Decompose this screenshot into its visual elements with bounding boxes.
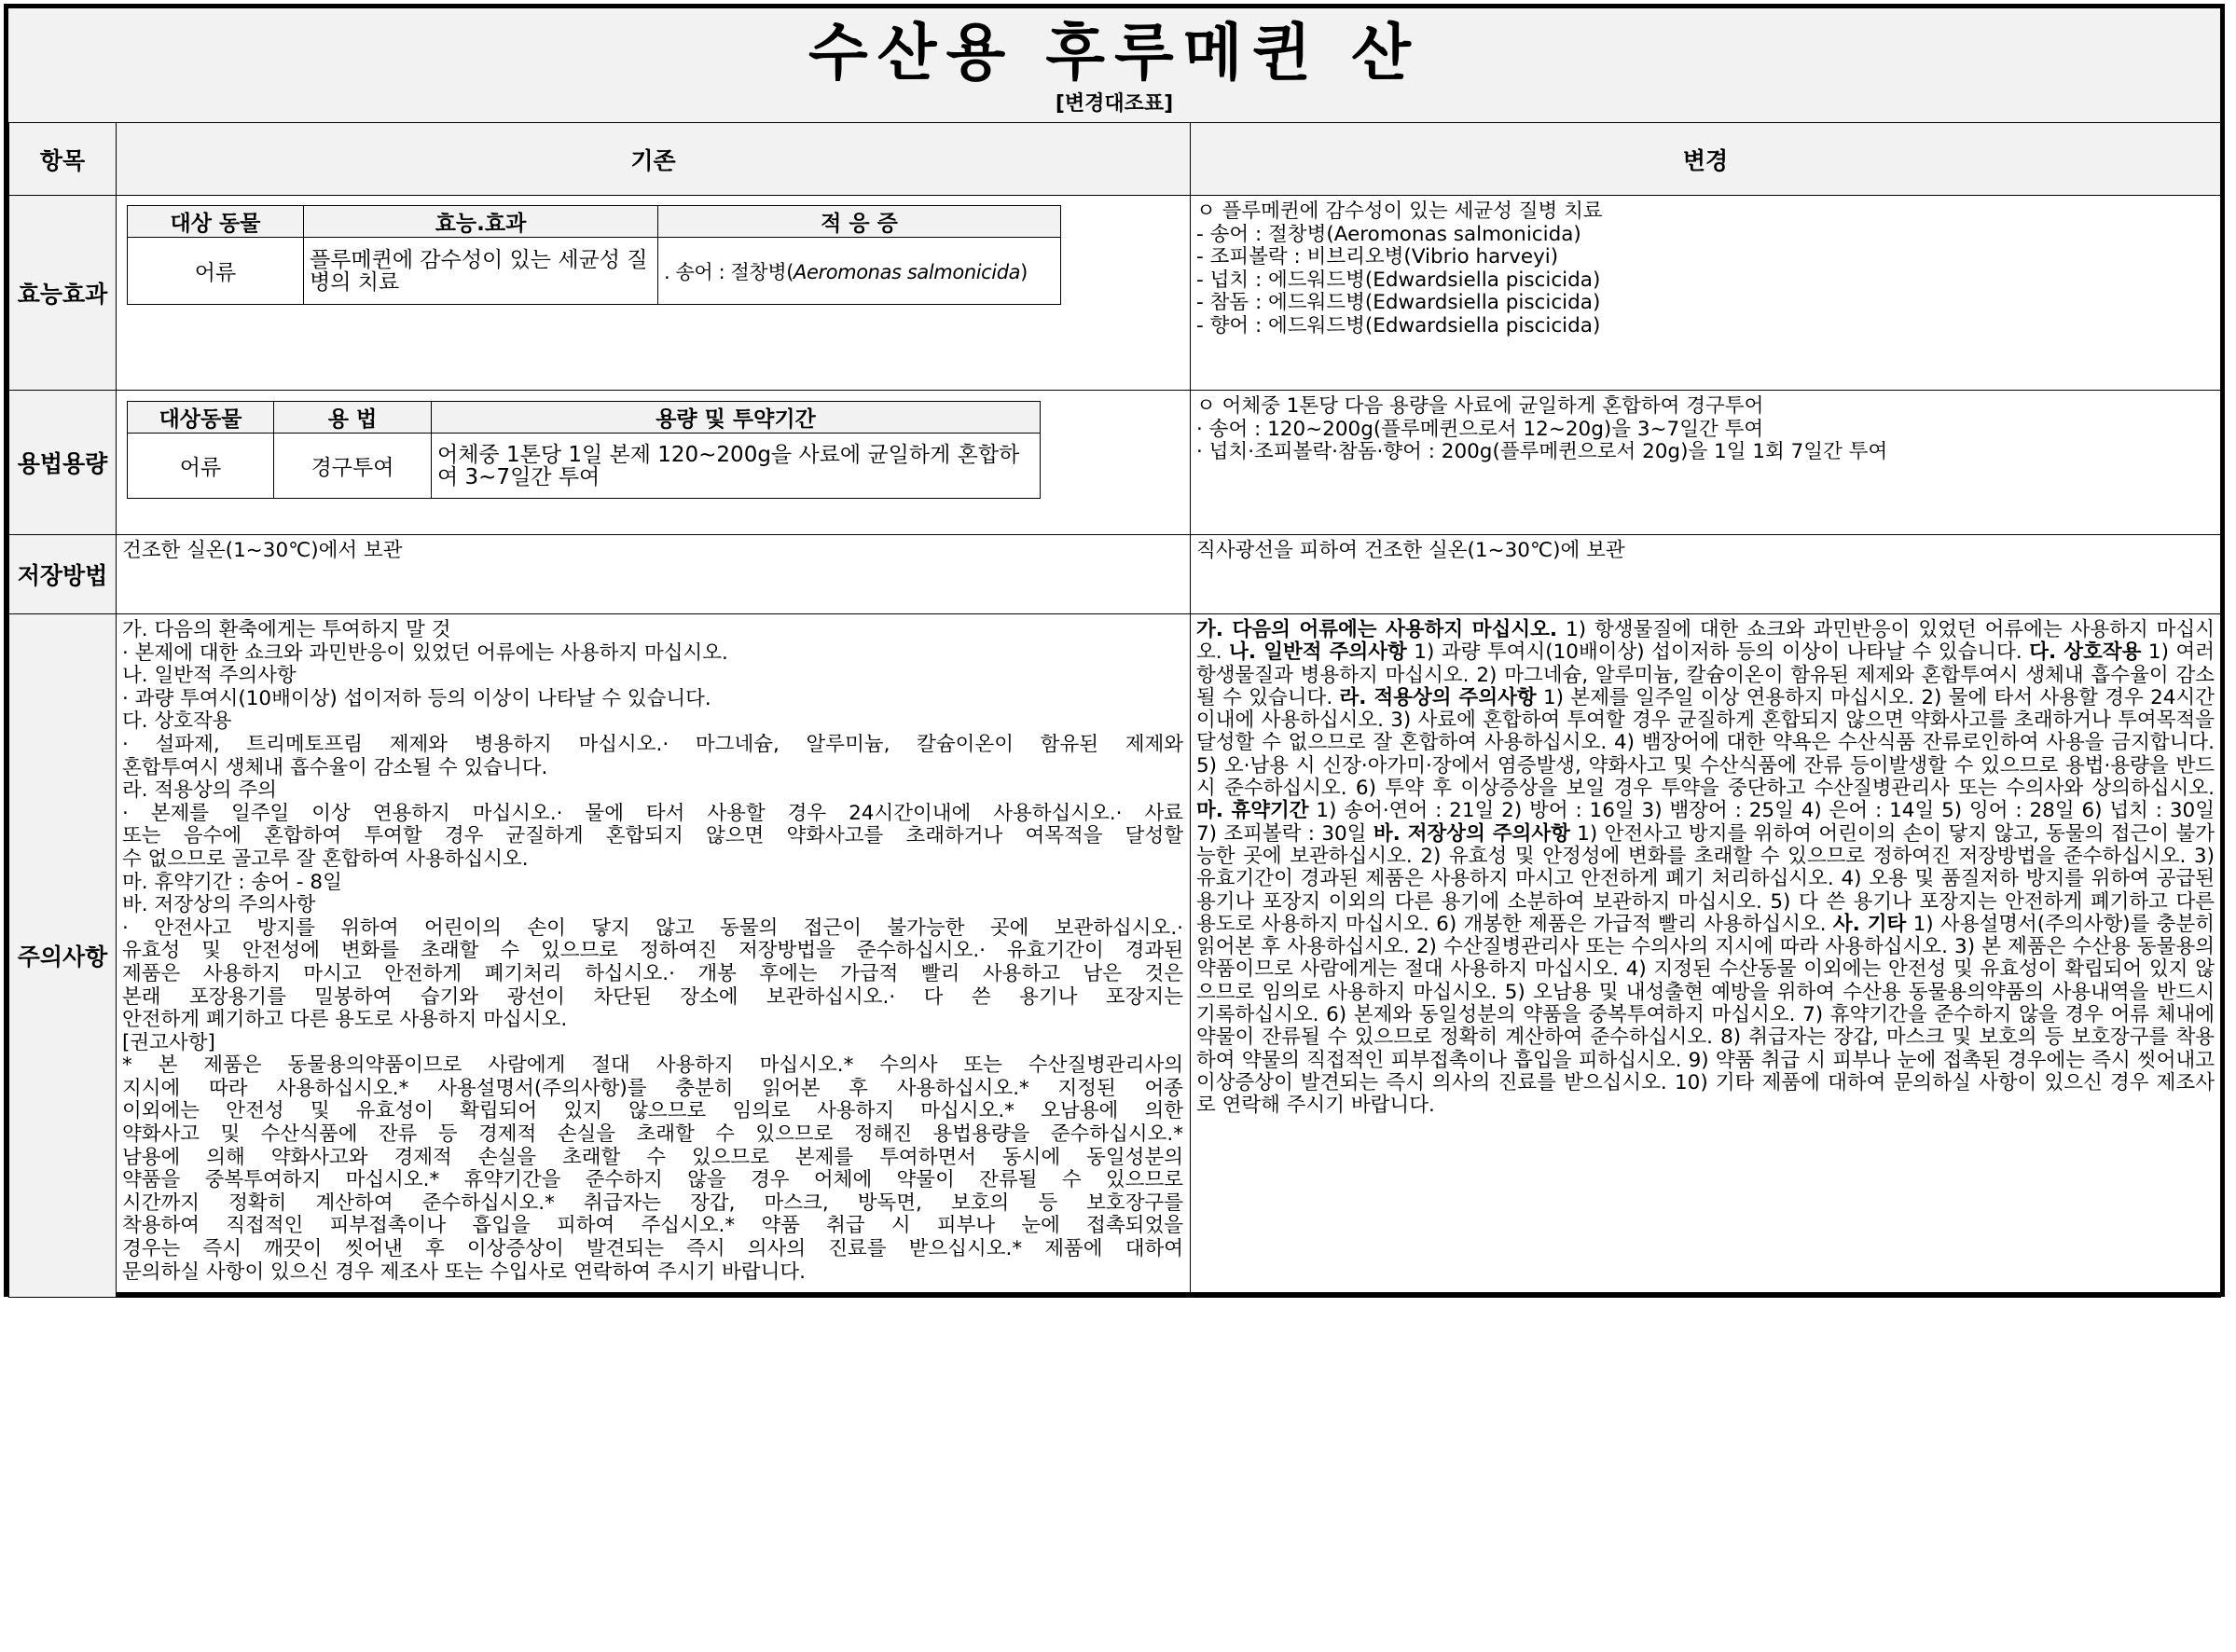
- precaution-body: 1) 여러 항생물질과 병용하지 마십시오. 2) 마그네슘, 알루미늄, 칼슘이온이 함유된 제제와 혼합투여시 생체내 흡수율이 감소될 수 있습니다.: [1196, 640, 2215, 709]
- title-band: [8, 8, 2220, 125]
- precaution-before-line: 수 없으므로 골고루 잘 혼합하여 사용하십시오.: [122, 847, 529, 871]
- precaution-before-line: · 과량 투여시(10배이상) 섭이저하 등의 이상이 나타날 수 있습니다.: [122, 687, 711, 710]
- subheader-indication: 적 응 증: [658, 206, 1061, 238]
- subheader-animal: 대상동물: [128, 402, 274, 434]
- precaution-heading: 마. 휴약기간: [1196, 799, 1309, 823]
- indication-prefix: . 송어 : 절창병(: [664, 260, 794, 283]
- efficacy-row: [9, 196, 2221, 391]
- dosage-label: 용법용량: [9, 391, 117, 535]
- dosage-before-table: [127, 401, 1041, 499]
- precaution-before-line: 또는 음수에 혼합하여 투여할 경우 균질하게 혼합되지 않으면 약화사고를 초래하거나 여목적을 달성할: [122, 825, 1183, 848]
- precaution-body: 1) 안전사고 방지를 위하여 어린이의 손이 닿지 않고, 동물의 접근이 불가능한 곳에 보관하십시오. 2) 유효성 및 안정성에 변화를 초래할 수 있으므로 정하여진 저장방법을 준수하십시오. 3) 유효기간이 경과된 제품은 사용하지 마시고 안전하게 폐기 처리하십시오. 4) 오용 및 품질저하 방지를 위하여 공급된 용기나 포장지 이외의 다른 용기에 소분하여 보관하지 마십시오. 5) 다 쓴 용기나 포장지는 안전하게 폐기하고 다른 용도로 사용하지 마십시오. 6) 개봉한 제품은 가급적 빨리 사용하십시오.: [1196, 821, 2215, 936]
- efficacy-effect: 플루메퀸에 감수성이 있는 세균성 질병의 치료: [304, 238, 658, 305]
- dosage-subtable-row: [128, 434, 1041, 499]
- efficacy-after-text: [1191, 196, 2220, 338]
- precaution-before-line: 마. 휴약기간 : 송어 - 8일: [122, 871, 342, 894]
- indication-suffix: ): [1020, 260, 1028, 283]
- precaution-before-line: 안전하게 폐기하고 다른 용도로 사용하지 마십시오.: [122, 1009, 568, 1032]
- precaution-before-line: 착용하여 직접적인 피부접촉이나 흡입을 피하여 주십시오.* 약품 취급 시 피부나 눈에 접촉되었을: [122, 1215, 1183, 1238]
- dosage-row: [9, 391, 2221, 535]
- precaution-before-line: 남용에 의해 약화사고와 경제적 손실을 초래할 수 있으므로 본제를 투여하면서 동시에 동일성분의: [122, 1146, 1183, 1169]
- dosage-after-line: · 넙치·조피볼락·참돔·향어 : 200g(플루메퀸으로서 20g)을 1일 1회 7일간 투여: [1196, 441, 1888, 464]
- precaution-before-line: 다. 상호작용: [122, 710, 232, 734]
- efficacy-after-line: - 참돔 : 에드워드병(Edwardsiella piscicida): [1196, 292, 1601, 315]
- precaution-heading: 라. 적용상의 주의사항: [1339, 685, 1537, 709]
- efficacy-indication: [658, 238, 1061, 305]
- precaution-heading: 다. 상호작용: [2029, 640, 2142, 665]
- precaution-before-line: 라. 적용상의 주의: [122, 779, 277, 803]
- dosage-subtable-header: [128, 402, 1041, 434]
- precaution-before-line: * 본 제품은 동물용의약품이므로 사람에게 절대 사용하지 마십시오.* 수의사 또는 수산질병관리사의: [122, 1054, 1183, 1078]
- header-before: 기존: [117, 123, 1191, 196]
- efficacy-after-line: - 향어 : 에드워드병(Edwardsiella piscicida): [1196, 314, 1601, 337]
- storage-before-text: 건조한 실온(1~30℃)에서 보관: [122, 539, 403, 562]
- dosage-animal: 어류: [128, 434, 274, 499]
- precaution-body: 1) 본제를 일주일 이상 연용하지 마십시오. 2) 물에 타서 사용할 경우 24시간이내에 사용하십시오. 3) 사료에 혼합하여 투여할 경우 균질하게 혼합되지 않으면 약화사고를 초래하거나 투여목적을 달성할 수 없으므로 잘 혼합하여 사용하십시오. 4) 뱀장어에 대한 약욕은 수산식품 잔류로인하여 사용을 금지합니다. 5) 오·남용 시 신장·아가미·장에서 염증발생, 약화사고 및 수산식품에 잔류 등이발생할 수 있으므로 용법·용량을 반드시 준수하십시오. 6) 투약 후 이상증상을 보일 경우 투약을 중단하고 수산질병관리사 또는 수의사와 상의하십시오.: [1196, 685, 2215, 801]
- precaution-before-line: 가. 다음의 환축에게는 투여하지 말 것: [122, 619, 451, 641]
- header-item: 항목: [9, 123, 117, 196]
- precaution-before-line: 유효성 및 안전성에 변화를 초래할 수 있으므로 정하여진 저장방법을 준수하십시오.· 유효기간이 경과된: [122, 940, 1183, 963]
- precaution-before-line: [권고사항]: [122, 1031, 215, 1054]
- precaution-body: 1) 사용설명서(주의사항)를 충분히 읽어본 후 사용하십시오. 2) 수산질병관리사 또는 수의사의 지시에 따라 사용하십시오. 3) 본 제품은 수산용 동물용의약품이므로 사람에게는 절대 사용하지 마십시오. 4) 지정된 수산동물 이외에는 안전성 및 유효성이 확립되어 있지 않으므로 임의로 사용하지 마십시오. 5) 오남용 및 내성출현 예방을 위하여 수산용 동물용의약품의 사용내역을 반드시 기록하십시오. 6) 본제와 동일성분의 약품을 중복투여하지 마십시오. 7) 휴약기간을 준수하지 않을 경우 어류 체내에 약물이 잔류될 수 있으므로 정확히 계산하여 준수하십시오. 8) 취급자는 장갑, 마스크 및 보호의 등 보호장구를 착용하여 약물의 직접적인 피부접촉이나 흡입을 피하십시오. 9) 약품 취급 시 피부나 눈에 접촉된 경우에는 즉시 씻어내고 이상증상이 발견되는 즉시 의사의 진료를 받으십시오. 10) 기타 제품에 대하여 문의하실 사항이 있으신 경우 제조사로 연락해 주시기 바랍니다.: [1196, 912, 2215, 1118]
- precaution-before-line: 나. 일반적 주의사항: [122, 665, 297, 688]
- dosage-after: [1191, 391, 2221, 535]
- storage-before: [117, 535, 1191, 614]
- dosage-route: 경구투여: [274, 434, 432, 499]
- efficacy-after: [1191, 196, 2221, 391]
- precautions-after: [1191, 614, 2221, 1298]
- precautions-before: [117, 614, 1191, 1298]
- precaution-before-line: 바. 저장상의 주의사항: [122, 894, 316, 917]
- dosage-after-text: [1191, 391, 2220, 464]
- precaution-body: 1) 과량 투여시(10배이상) 섭이저하 등의 이상이 나타날 수 있습니다.: [1406, 640, 2030, 665]
- precaution-heading: 바. 저장상의 주의사항: [1373, 821, 1570, 846]
- indication-latin-name: Aeromonas salmonicida: [794, 260, 1021, 283]
- storage-row: [9, 535, 2221, 614]
- storage-after-text: 직사광선을 피하여 건조한 실온(1~30℃)에 보관: [1196, 539, 1625, 562]
- efficacy-after-line: - 송어 : 절창병(Aeromonas salmonicida): [1196, 223, 1581, 246]
- storage-label: 저장방법: [9, 535, 117, 614]
- subheader-route: 용 법: [274, 402, 432, 434]
- comparison-table: [8, 122, 2221, 1298]
- precautions-label: 주의사항: [9, 614, 117, 1298]
- precaution-before-line: 약품을 중복투여하지 마십시오.* 휴약기간을 준수하지 않을 경우 어체에 약물이 잔류될 수 있으므로: [122, 1169, 1183, 1192]
- precaution-before-line: 제품은 사용하지 마시고 안전하게 폐기처리 하십시오.· 개봉 후에는 가급적 빨리 사용하고 남은 것은: [122, 962, 1183, 985]
- precaution-before-line: 경우는 즉시 깨끗이 씻어낸 후 이상증상이 발견되는 즉시 의사의 진료를 받으십시오.* 제품에 대하여: [122, 1238, 1183, 1261]
- precaution-body: 1) 송어·연어 : 21일 2) 방어 : 16일 3) 뱀장어 : 25일 4) 은어 : 14일 5) 잉어 : 28일 6) 넙치 : 30일 7) 조피볼락 : 30일: [1196, 799, 2215, 846]
- precaution-before-line: 혼합투여시 생체내 흡수율이 감소될 수 있습니다.: [122, 756, 548, 779]
- precautions-after-text: [1191, 614, 2220, 1118]
- precaution-before-line: · 설파제, 트리메토프림 제제와 병용하지 마십시오.· 마그네슘, 알루미늄, 칼슘이온이 함유된 제제와: [122, 733, 1183, 756]
- header-after: 변경: [1191, 123, 2221, 196]
- dosage-before: [117, 391, 1191, 535]
- efficacy-after-line: ㅇ 플루메퀸에 감수성이 있는 세균성 질병 치료: [1196, 200, 1603, 223]
- dosage-after-line: · 송어 : 120~200g(플루메퀸으로서 12~20g)을 3~7일간 투여: [1196, 418, 1764, 441]
- dosage-after-line: ㅇ 어체중 1톤당 다음 용량을 사료에 균일하게 혼합하여 경구투어: [1196, 395, 1764, 418]
- precaution-before-line: · 안전사고 방지를 위하여 어린이의 손이 닿지 않고 동물의 접근이 불가능한 곳에 보관하십시오.·: [122, 916, 1183, 940]
- efficacy-before-table: [127, 205, 1061, 305]
- subheader-animal: 대상 동물: [128, 206, 304, 238]
- efficacy-before: [117, 196, 1191, 391]
- document-title: 수산용 후루메퀸 산: [807, 17, 1420, 89]
- dosage-amount: 어체중 1톤당 1일 본제 120~200g을 사료에 균일하게 혼합하여 3~7일간 투여: [432, 434, 1041, 499]
- subheader-effect: 효능.효과: [304, 206, 658, 238]
- efficacy-after-line: - 넙치 : 에드워드병(Edwardsiella piscicida): [1196, 268, 1601, 292]
- document-subtitle: [변경대조표]: [1055, 92, 1174, 116]
- precaution-before-line: 이외에는 안전성 및 유효성이 확립되어 있지 않으므로 임의로 사용하지 마십시오.* 오남용에 의한: [122, 1100, 1183, 1123]
- precaution-before-line: · 본제에 대한 쇼크와 과민반응이 있었던 어류에는 사용하지 마십시오.: [122, 641, 728, 665]
- document-frame: [4, 4, 2225, 1297]
- precaution-body: 1) 항생물질에 대한 쇼크와 과민반응이 있었던 어류에는 사용하지 마십시오.: [1196, 618, 2215, 665]
- efficacy-animal: 어류: [128, 238, 304, 305]
- precaution-before-line: 본래 포장용기를 밀봉하여 습기와 광선이 차단된 장소에 보관하십시오.· 다 쓴 용기나 포장지는: [122, 985, 1183, 1009]
- subheader-amount: 용량 및 투약기간: [432, 402, 1041, 434]
- storage-after: [1191, 535, 2221, 614]
- precaution-heading: 나. 일반적 주의사항: [1229, 640, 1407, 665]
- precaution-before-line: 문의하실 사항이 있으신 경우 제조사 또는 수입사로 연락하여 주시기 바랍니다.: [122, 1260, 806, 1284]
- header-row: [9, 123, 2221, 196]
- precaution-before-line: · 본제를 일주일 이상 연용하지 마십시오.· 물에 타서 사용할 경우 24시간이내에 사용하십시오.· 사료: [122, 802, 1183, 825]
- precaution-heading: 가. 다음의 어류에는 사용하지 마십시오.: [1196, 618, 1558, 641]
- efficacy-label: 효능효과: [9, 196, 117, 391]
- precaution-before-line: 약화사고 및 수산식품에 잔류 등 경제적 손실을 초래할 수 있으므로 정해진 용법용량을 준수하십시오.*: [122, 1123, 1183, 1147]
- efficacy-after-line: - 조피볼락 : 비브리오병(Vibrio harveyi): [1196, 246, 1559, 269]
- efficacy-subtable-row: [128, 238, 1061, 305]
- efficacy-subtable-header: [128, 206, 1061, 238]
- precaution-heading: 사. 기타: [1832, 912, 1907, 936]
- precautions-row: [9, 614, 2221, 1298]
- precautions-before-text: [117, 614, 1190, 1284]
- precaution-before-line: 지시에 따라 사용하십시오.* 사용설명서(주의사항)를 충분히 읽어본 후 사용하십시오.* 지정된 어종: [122, 1077, 1183, 1100]
- precaution-before-line: 시간까지 정확히 계산하여 준수하십시오.* 취급자는 장갑, 마스크, 방독면, 보호의 등 보호장구를: [122, 1191, 1183, 1215]
